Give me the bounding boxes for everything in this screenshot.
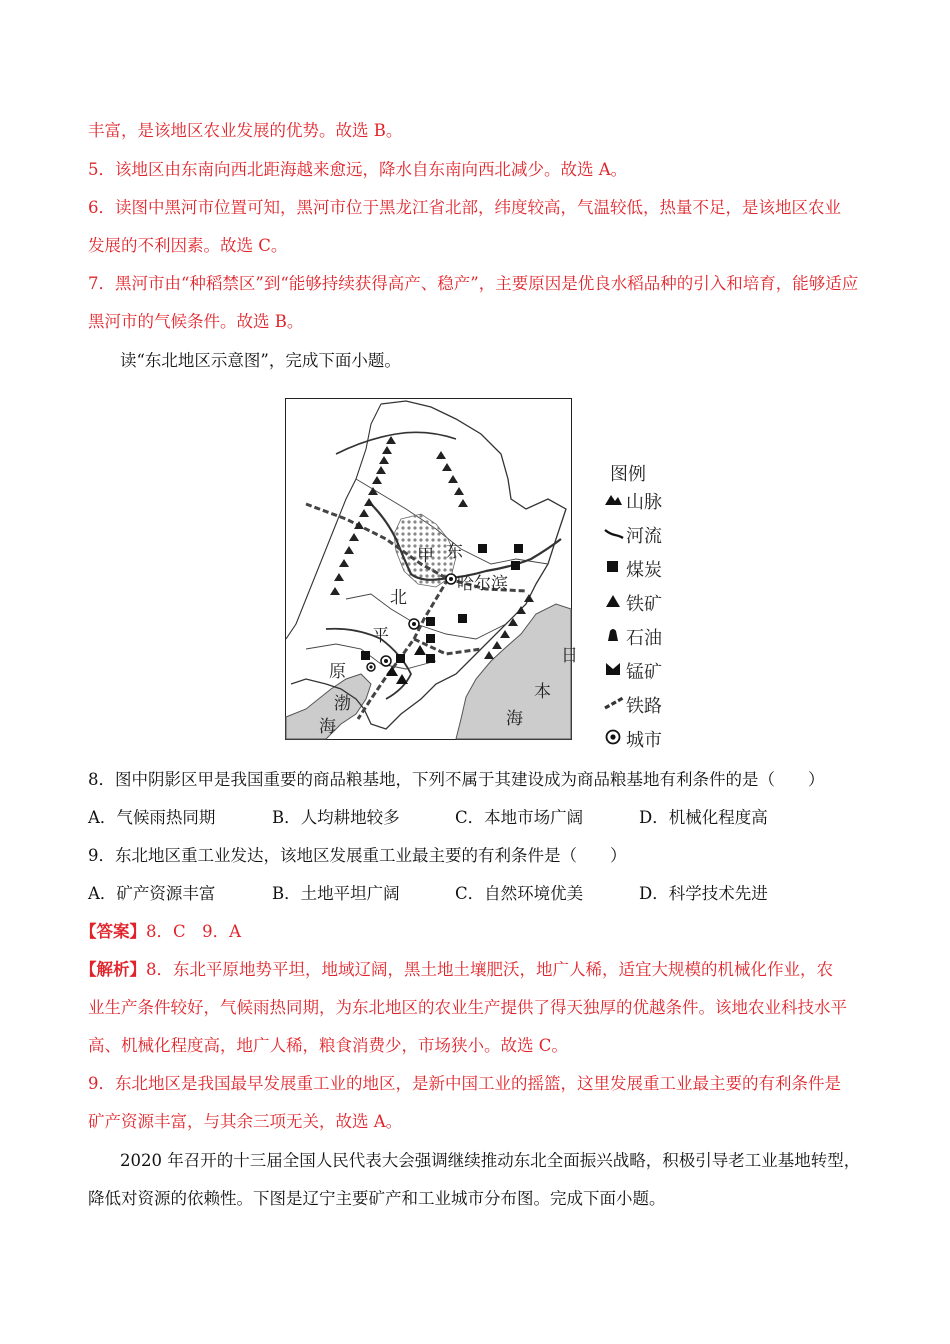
analysis-line-2: 业生产条件较好，气候雨热同期，为东北地区的农业生产提供了得天独厚的优越条件。该地农业科技水平 [88, 998, 847, 1017]
label-dong: 东 [446, 542, 463, 562]
next-passage-line-1: 2020 年召开的十三届全国人民代表大会强调继续推动东北全面振兴战略，积极引导老工业基地转型， [120, 1151, 861, 1170]
analysis-line-4: 9．东北地区是我国最早发展重工业的地区，是新中国工业的摇篮，这里发展重工业最主要的有利条件是 [88, 1074, 841, 1093]
question-8-stem: 8．图中阴影区甲是我国重要的商品粮基地，下列不属于其建设成为商品粮基地有利条件的是（ ） [88, 770, 825, 789]
river-heilong [336, 432, 456, 454]
question-9-stem: 9．东北地区重工业发达，该地区发展重工业最主要的有利条件是（ ） [88, 846, 627, 865]
map-drawing [286, 399, 571, 739]
label-ping: 平 [372, 626, 389, 646]
next-passage-line-2: 降低对资源的依赖性。下图是辽宁主要矿产和工业城市分布图。完成下面小题。 [88, 1189, 666, 1208]
explanation-line-4-cont: 丰富，是该地区农业发展的优势。故选 B。 [88, 121, 403, 140]
city-icon [604, 728, 622, 746]
explanation-line-7: 7．黑河市由“种稻禁区”到“能够持续获得高产、稳产”，主要原因是优良水稻品种的引入和培育，能够适应 [88, 274, 859, 293]
q8-option-c: C．本地市场广阔 [455, 808, 584, 827]
analysis-line-1: 【解析】8．东北平原地势平坦，地域辽阔，黑土地土壤肥沃，地广人稀，适宜大规模的机械化作业，农 [80, 960, 833, 979]
label-bohai-2: 海 [319, 717, 336, 737]
railway-icon [604, 694, 624, 712]
manganese-icon [604, 660, 622, 678]
oil-icon [604, 626, 622, 644]
mountain-icon [604, 490, 622, 508]
label-yuan: 原 [329, 662, 346, 682]
q9-option-c: C．自然环境优美 [455, 884, 584, 903]
northeast-map [285, 398, 578, 740]
label-riben-2: 本 [534, 682, 551, 702]
label-riben-3: 海 [506, 709, 523, 729]
q9-option-a: A．矿产资源丰富 [88, 884, 216, 903]
label-jia: 甲 [417, 546, 434, 566]
answer-line [80, 921, 241, 943]
legend-title: 图例 [610, 464, 646, 485]
q8-option-d: D．机械化程度高 [639, 808, 768, 827]
analysis-line-3: 高、机械化程度高，地广人稀，粮食消费少，市场狭小。故选 C。 [88, 1036, 568, 1055]
iron-ore-icon [604, 592, 622, 610]
mountain-range-north [436, 451, 468, 507]
q9-option-d: D．科学技术先进 [639, 884, 768, 903]
q8-option-b: B．人均耕地较多 [272, 808, 400, 827]
label-riben-1: 日 [561, 646, 578, 666]
explanation-line-5: 5．该地区由东南向西北距海越来愈远，降水自东南向西北减少。故选 A。 [88, 160, 628, 179]
explanation-line-6: 6．读图中黑河市位置可知，黑河市位于黑龙江省北部，纬度较高，气温较低，热量不足，是该地区农业 [88, 198, 841, 217]
explanation-line-6-cont: 发展的不利因素。故选 C。 [88, 236, 288, 255]
label-bohai-1: 渤 [334, 694, 351, 714]
answer-text: 8．C 9．A [146, 922, 242, 941]
analysis-tag: 【解析】 [80, 960, 146, 979]
explanation-line-7-cont: 黑河市的气候条件。故选 B。 [88, 312, 304, 331]
coal-icon [604, 558, 622, 576]
label-bei: 北 [390, 588, 407, 608]
map-intro-text: 读“东北地区示意图”，完成下面小题。 [120, 351, 401, 370]
q8-option-a: A．气候雨热同期 [88, 808, 216, 827]
q9-option-b: B．土地平坦广阔 [272, 884, 400, 903]
analysis-line-5: 矿产资源丰富，与其余三项无关，故选 A。 [88, 1112, 403, 1131]
river-icon [604, 524, 624, 542]
answer-tag: 【答案】 [80, 922, 146, 941]
label-harbin: 哈尔滨 [457, 574, 508, 594]
